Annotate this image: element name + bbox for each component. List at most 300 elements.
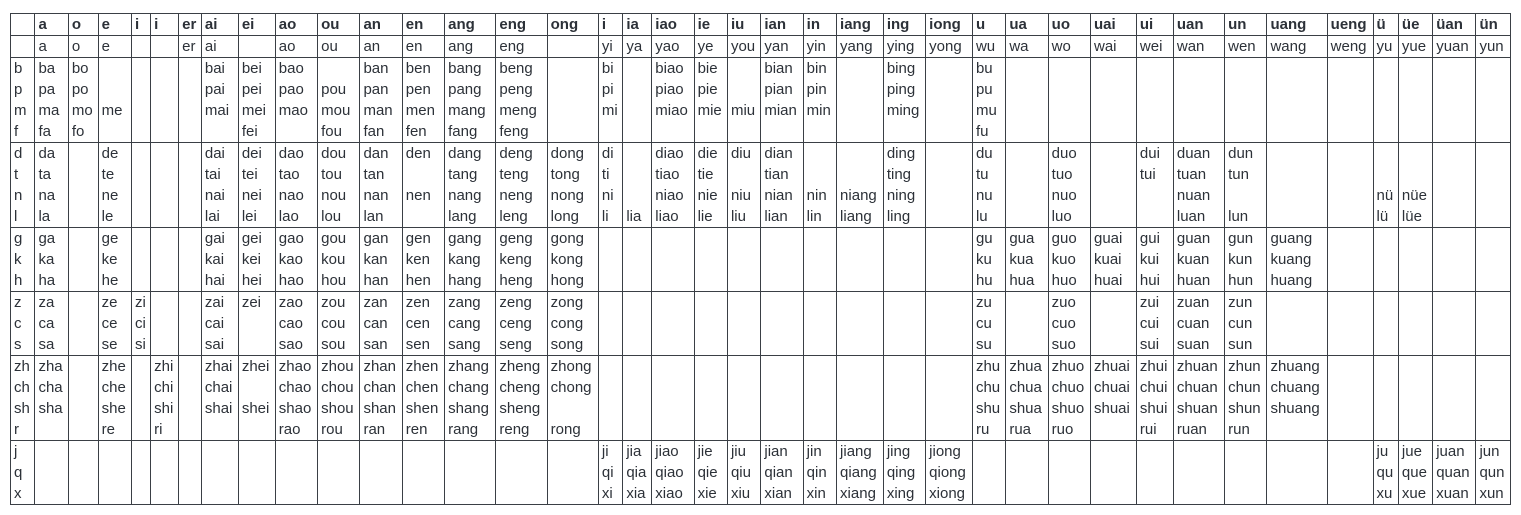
syllable: shuai [1094,400,1130,417]
syllable [72,398,95,419]
syllable: lang [448,208,477,225]
syllable-cell [1173,441,1224,505]
syllable [72,206,95,227]
syllable [182,398,198,419]
syllable [807,270,833,291]
final-header: ing [883,14,925,36]
syllable-cell [926,58,973,143]
syllable [182,164,198,185]
zero-initial-cell: eng [496,36,547,58]
syllable [655,270,690,291]
syllable: pa [38,81,56,98]
syllable [840,164,880,185]
syllable [321,58,356,79]
syllable [135,419,147,440]
syllable [698,313,724,334]
syllable [602,398,619,419]
syllable-cell [1476,228,1511,292]
syllable [1094,79,1133,100]
syllable [551,462,595,483]
syllable: gao [278,230,304,247]
syllable: ming [886,102,920,119]
syllable-cell [201,58,238,143]
syllable [1377,164,1395,185]
syllable-cell [1267,58,1327,143]
syllable: me [101,102,123,119]
syllable [807,228,833,249]
zero-initial-cell: wu [972,36,1005,58]
syllable: ju [1376,443,1389,460]
syllable-cell [179,58,202,143]
syllable: zen [405,294,430,311]
syllable: huang [1270,272,1313,289]
syllable-cell [1373,143,1398,228]
syllable-cell [761,441,803,505]
syllable [602,356,619,377]
syllable [205,419,235,440]
syllable: kua [1009,251,1034,268]
syllable-cell [1136,292,1173,356]
syllable-cell [972,58,1005,143]
syllable [182,249,198,270]
syllable [1094,419,1133,440]
syllable: nai [204,187,225,204]
syllable-cell [35,441,68,505]
syllable-cell [1225,58,1267,143]
syllable: bian [764,60,793,77]
syllable: nie [697,187,718,204]
syllable: du [975,145,993,162]
syllable [1177,58,1221,79]
syllable-cell [1225,292,1267,356]
syllable-cell [1048,441,1090,505]
syllable [731,228,757,249]
syllable: hao [278,272,304,289]
syllable: niang [840,187,877,204]
syllable [1140,121,1170,142]
syllable-cell [496,441,547,505]
syllable: na [38,187,56,204]
final-header: ong [547,14,598,36]
syllable [1094,313,1133,334]
zero-initial-cell: e [98,36,131,58]
syllable [182,292,198,313]
syllable: luan [1176,208,1206,225]
final-header: ui [1136,14,1173,36]
syllable [72,483,95,504]
syllable-cell [1006,58,1048,143]
syllable: ruo [1051,421,1074,438]
initial-group-row [11,356,1511,441]
syllable: zi [135,294,146,311]
syllable [154,58,175,79]
syllable: sun [1228,336,1253,353]
syllable-cell [623,143,652,228]
initial-group-row [11,143,1511,228]
zero-initial-cell: wa [1006,36,1048,58]
syllable: reng [499,421,530,438]
syllable: chan [363,379,396,396]
syllable: shang [448,400,489,417]
syllable [929,58,969,79]
finals-header-row [11,14,1511,36]
final-header: ueng [1327,14,1373,36]
syllable: zhua [1009,358,1042,375]
zero-initial-cell: weng [1327,36,1373,58]
syllable: sang [448,336,481,353]
syllable [1009,462,1044,483]
initials-cell [11,58,35,143]
syllable: zha [38,358,63,375]
syllable-cell [275,58,317,143]
final-header: o [68,14,98,36]
syllable [154,100,175,121]
syllable [182,79,198,100]
pinyin-syllable-table [10,13,1511,505]
syllable [1402,398,1429,419]
final-header: un [1225,14,1267,36]
syllable: suo [1051,336,1076,353]
syllable [840,79,880,100]
syllable-cell [35,292,68,356]
syllable: cuan [1176,315,1210,332]
syllable: ran [363,421,386,438]
syllable [279,441,314,462]
syllable-cell [1136,356,1173,441]
syllable [1377,313,1395,334]
syllable: zai [204,294,225,311]
syllable-cell [1433,292,1476,356]
syllable-cell [1048,58,1090,143]
final-header: i [598,14,622,36]
syllable-cell [926,356,973,441]
syllable [1479,100,1507,121]
syllable [887,228,922,249]
syllable [38,483,64,504]
syllable: ben [405,60,431,77]
syllable: qie [697,464,718,481]
syllable [887,334,922,355]
syllable-cell [972,143,1005,228]
syllable-cell [1476,292,1511,356]
syllable [72,292,95,313]
syllable: gang [448,230,482,247]
syllable-cell [318,143,360,228]
syllable [655,419,690,440]
syllable [1436,143,1472,164]
final-header: uo [1048,14,1090,36]
syllable: xing [886,485,915,502]
syllable: zuo [1051,294,1076,311]
final-header: e [98,14,131,36]
syllable [448,483,492,504]
syllable [1331,206,1370,227]
syllable [840,121,880,142]
syllable [1331,292,1370,313]
syllable: sa [38,336,55,353]
initial-label: q [14,464,23,481]
zero-initial-cell: wei [1136,36,1173,58]
syllable-cell [1267,228,1327,292]
syllable: dang [448,145,482,162]
final-header: uai [1091,14,1137,36]
syllable [731,292,757,313]
syllable [887,398,922,419]
syllable [182,121,198,142]
syllable: chua [1009,379,1042,396]
initial-label: z [14,294,22,311]
syllable [135,185,147,206]
syllable: zeng [499,294,532,311]
syllable [551,398,595,419]
syllable [1177,483,1221,504]
syllable-cell [1373,441,1398,505]
syllable [38,441,64,462]
syllable: ji [601,443,609,460]
syllable: di [601,145,614,162]
syllable [499,462,543,483]
syllable [1331,356,1370,377]
syllable-cell [201,441,238,505]
syllable: chuang [1270,379,1320,396]
zero-initial-cell: yuan [1433,36,1476,58]
syllable: ren [405,421,428,438]
final-header: ia [623,14,652,36]
syllable [135,228,147,249]
syllable [242,462,272,483]
syllable [626,313,648,334]
syllable: geng [499,230,533,247]
zero-initial-cell [132,36,151,58]
syllable: zhang [448,358,489,375]
syllable: tun [1228,166,1249,183]
syllable [602,228,619,249]
syllable [1436,228,1472,249]
syllable: fu [975,123,989,140]
syllable [551,100,595,121]
syllable [764,356,799,377]
zero-initial-row [11,36,1511,58]
syllable [72,334,95,355]
syllable [499,441,543,462]
syllable: bu [975,60,993,77]
initials-cell [11,143,35,228]
syllable-cell [761,143,803,228]
syllable [731,419,757,440]
syllable: tong [550,166,580,183]
syllable-cell [179,356,202,441]
syllable: hong [550,272,585,289]
syllable-cell [694,292,727,356]
syllable [1009,206,1044,227]
syllable: zei [241,294,262,311]
syllable: zhou [321,358,354,375]
syllable [1331,185,1370,206]
syllable [102,462,128,483]
syllable-cell [360,143,402,228]
syllable-cell [98,58,131,143]
syllable [602,313,619,334]
syllable: bai [204,60,225,77]
syllable [279,483,314,504]
zero-initial-cell: yong [926,36,973,58]
syllable: xiao [655,485,683,502]
syllable-cell [1048,228,1090,292]
syllable [154,270,175,291]
initial-label: j [14,443,18,460]
corner-cell [11,14,35,36]
syllable [406,462,441,483]
syllable: nong [550,187,585,204]
initial-label: p [14,81,23,98]
syllable [840,100,880,121]
syllable [1436,164,1472,185]
syllable-cell [360,58,402,143]
syllable-cell [275,292,317,356]
final-header: ian [761,14,803,36]
syllable: ru [975,421,990,438]
syllable [698,356,724,377]
syllable-cell [318,356,360,441]
syllable-cell [98,228,131,292]
syllable [135,143,147,164]
syllable: zhuan [1176,358,1218,375]
zero-initial-cell: o [68,36,98,58]
syllable-cell [623,441,652,505]
initial-label: g [14,230,23,247]
syllable: pie [697,81,718,98]
syllable [1140,58,1170,79]
syllable-cell [238,356,275,441]
syllable [72,441,95,462]
final-header: üan [1433,14,1476,36]
initial-label: c [14,315,22,332]
syllable [655,356,690,377]
syllable [1402,292,1429,313]
syllable [551,58,595,79]
syllable [102,79,128,100]
syllable: hai [204,272,225,289]
syllable: zang [448,294,481,311]
syllable [887,270,922,291]
syllable [1377,228,1395,249]
syllable [1479,249,1507,270]
syllable [764,334,799,355]
syllable: xin [806,485,826,502]
final-header: er [179,14,202,36]
syllable-cell [972,356,1005,441]
syllable [1009,334,1044,355]
syllable-cell [1267,292,1327,356]
syllable: qin [806,464,827,481]
syllable: zhuang [1270,358,1320,375]
syllable: gai [204,230,225,247]
syllable-cell [1267,441,1327,505]
syllable: jiang [840,443,872,460]
initial-label: b [14,60,23,77]
syllable: nüe [1401,187,1427,204]
syllable: zuan [1176,294,1210,311]
zero-initial-cell [151,36,179,58]
syllable [1402,121,1429,142]
syllable: chuan [1176,379,1218,396]
syllable [135,462,147,483]
syllable: gou [321,230,347,247]
syllable-cell [445,292,496,356]
syllable [929,121,969,142]
syllable: pan [363,81,389,98]
syllable [154,334,175,355]
syllable [205,462,235,483]
syllable: min [806,102,831,119]
syllable-cell [694,58,727,143]
syllable [655,228,690,249]
syllable [1331,249,1370,270]
syllable: che [101,379,126,396]
syllable-cell [1091,292,1137,356]
syllable: can [363,315,388,332]
syllable-cell [1267,356,1327,441]
initial-label: f [14,123,19,140]
syllable: cha [38,379,63,396]
syllable-cell [623,58,652,143]
syllable [655,334,690,355]
syllable [1140,100,1170,121]
syllable [764,377,799,398]
syllable: guo [1051,230,1077,247]
syllable-cell [1091,143,1137,228]
syllable-cell [547,228,598,292]
syllable: cong [550,315,584,332]
syllable [1479,121,1507,142]
syllable: neng [499,187,533,204]
syllable: jue [1401,443,1422,460]
syllable: jiong [929,443,961,460]
syllable-cell [1327,292,1373,356]
syllable [182,185,198,206]
syllable-cell [883,228,925,292]
syllable [807,121,833,142]
syllable [38,462,64,483]
syllable-cell [1136,58,1173,143]
syllable-cell [68,441,98,505]
syllable: dui [1139,145,1160,162]
syllable: xi [601,485,613,502]
syllable [1479,185,1507,206]
syllable-cell [623,228,652,292]
syllable [731,313,757,334]
syllable [1094,185,1133,206]
syllable-cell [1173,143,1224,228]
syllable-cell [1048,292,1090,356]
syllable: da [38,145,56,162]
syllable-cell [238,441,275,505]
initial-label: r [14,421,19,438]
syllable-cell [837,441,884,505]
syllable: niu [730,187,751,204]
syllable [1377,377,1395,398]
syllable-cell [402,228,444,292]
syllable [764,228,799,249]
syllable: ge [101,230,119,247]
syllable [698,398,724,419]
syllable-cell [201,292,238,356]
syllable [1479,398,1507,419]
syllable-cell [972,441,1005,505]
syllable-cell [1225,441,1267,505]
syllable: dun [1228,145,1254,162]
syllable-cell [496,228,547,292]
